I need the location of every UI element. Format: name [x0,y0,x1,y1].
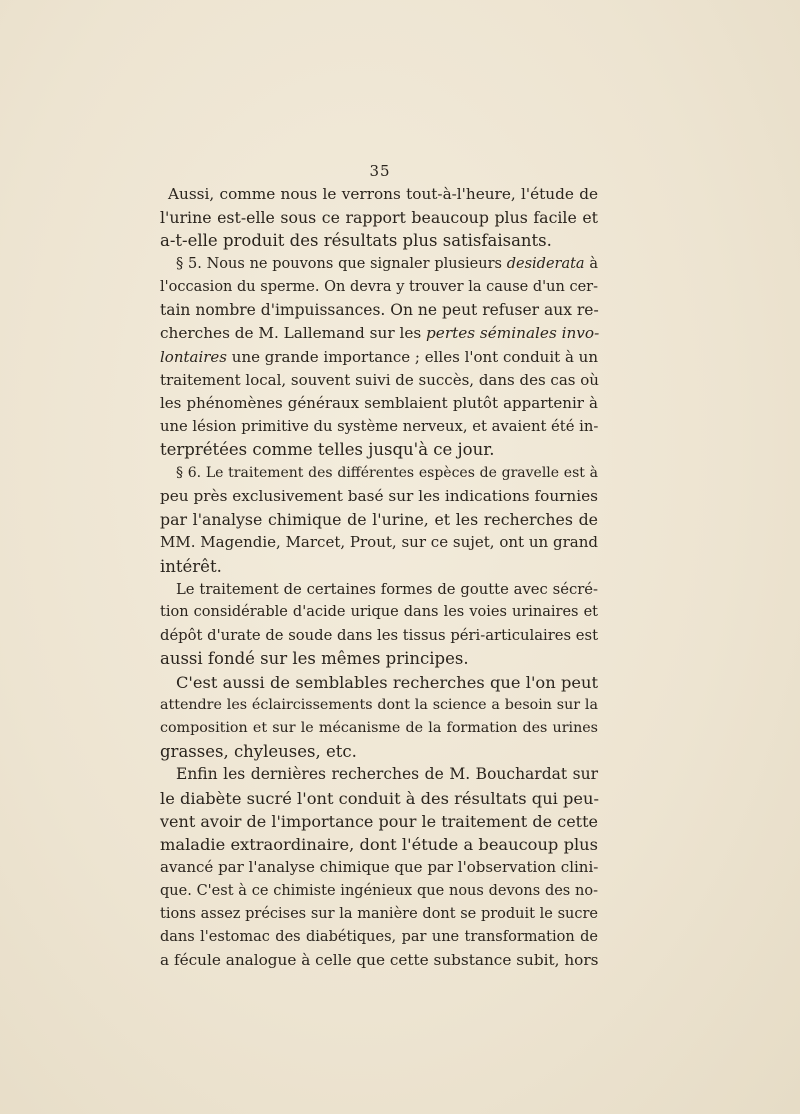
text-line: MM. Magendie, Marcet, Prout, sur ce sujet, ont un grand [160,533,598,552]
text-line: Enfin les dernières recherches de M. Bouchardat sur [176,765,598,784]
text-run: § 5. Nous ne pouvons que signaler plusieurs [176,255,507,272]
text-line: a-t-elle produit des résultats plus satisfaisants. [160,231,552,251]
text-line: une lésion primitive du système nerveux, et avaient été in- [160,418,599,436]
text-run: une grande importance ; elles l'ont conduit à un [227,347,598,366]
text-line: les phénomènes généraux semblaient plutôt appartenir à [160,393,598,412]
page-number: 35 [369,162,391,180]
text-line: peu près exclusivement basé sur les indications fournies [160,486,598,505]
text-line: l'occasion du sperme. On devra y trouver la cause d'un cer- [160,278,598,295]
text-line: a fécule analogue à celle que cette substance subit, hors [160,951,599,970]
italic-term: pertes séminales invo- [426,324,600,343]
text-line: composition et sur le mécanisme de la formation des urines [160,720,598,737]
text-line: par l'analyse chimique de l'urine, et les recherches de [160,510,598,530]
text-line: C'est aussi de semblables recherches que l'on peut [176,672,598,692]
text-line: intérêt. [160,556,222,576]
text-line: attendre les éclaircissements dont la science a besoin sur la [160,696,598,713]
text-line: que. C'est à ce chimiste ingénieux que nous devons des no- [160,882,598,899]
text-line: Le traitement de certaines formes de goutte avec sécré- [176,580,598,598]
text-line: Aussi, comme nous le verrons tout-à-l'heure, l'étude de [168,185,598,203]
italic-term: desiderata [506,255,585,272]
text-line: aussi fondé sur les mêmes principes. [160,649,469,669]
text-line: tion considérable d'acide urique dans les voies urinaires et [160,603,598,620]
text-line: avancé par l'analyse chimique que par l'observation clini- [160,858,599,877]
text-line: tions assez précises sur la manière dont se produit le sucre [160,905,598,922]
text-line: dans l'estomac des diabétiques, par une transformation de [160,929,598,945]
text-line: le diabète sucré l'ont conduit à des résultats qui peu- [160,788,599,808]
text-line: dépôt d'urate de soude dans les tissus péri-articulaires est [160,627,598,645]
text-line: grasses, chyleuses, etc. [160,742,357,762]
text-line [160,253,598,276]
text-line: l'urine est-elle sous ce rapport beaucoup plus facile et [160,208,598,228]
text-line [160,346,598,369]
italic-term: lontaires [160,347,228,366]
text-line: terprétées comme telles jusqu'à ce jour. [160,440,495,460]
body-text [160,183,598,972]
text-run: à [584,255,598,272]
text-line: vent avoir de l'importance pour le traitement de cette [160,811,598,831]
text-line: maladie extraordinaire, dont l'étude a beaucoup plus [160,835,598,855]
text-line: § 6. Le traitement des différentes espèces de gravelle est à [176,464,598,481]
text-line [160,322,598,345]
text-run: cherches de M. Lallemand sur les [160,324,427,343]
text-line: traitement local, souvent suivi de succès, dans des cas où [160,370,599,389]
text-line: tain nombre d'impuissances. On ne peut refuser aux re- [160,301,599,320]
